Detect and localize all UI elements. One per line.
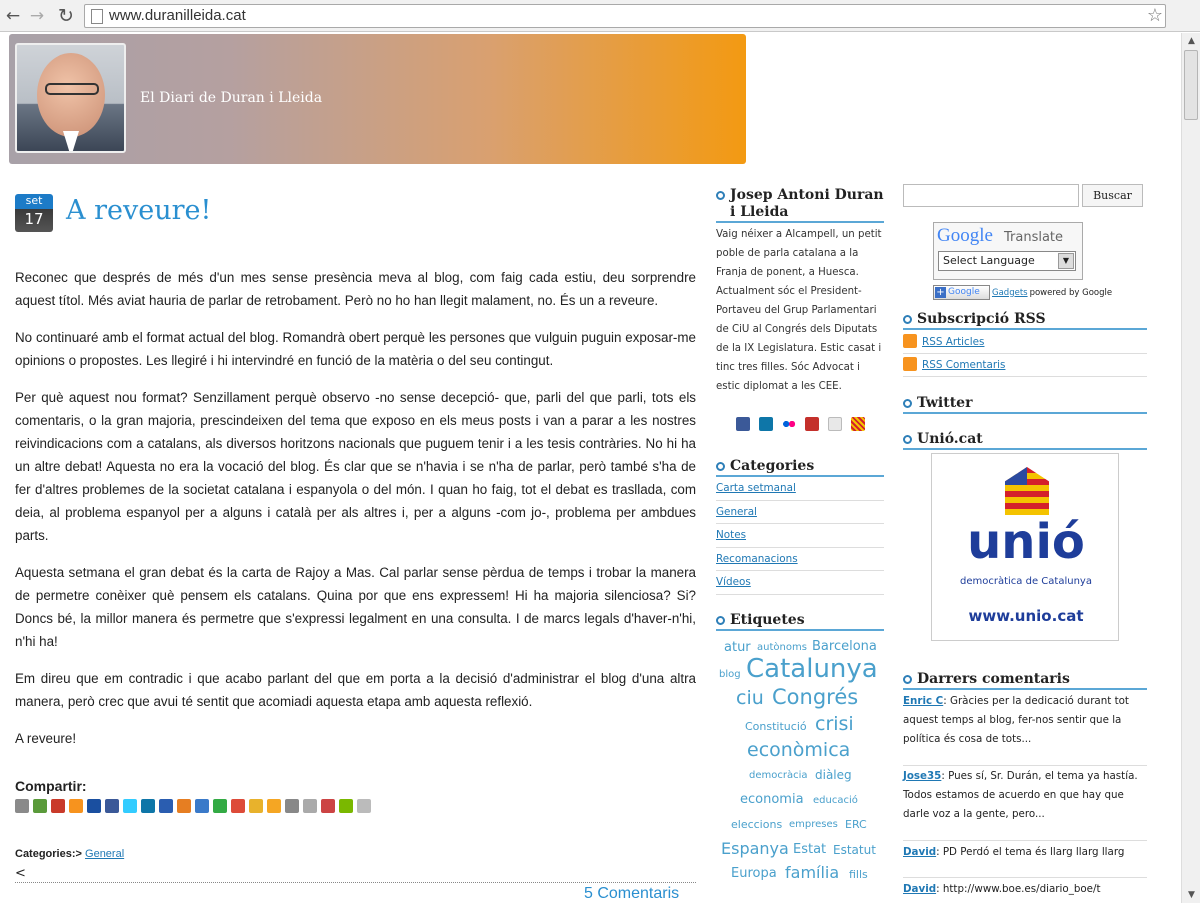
page-viewport <box>0 33 1181 903</box>
widget-bullet-icon <box>903 399 912 408</box>
comment-text: : PD Perdó el tema és llarg llarg llarg <box>936 846 1125 858</box>
bio-text: Vaig néixer a Alcampell, un petit poble de parla catalana a la Franja de ponent, a Huesca. Actualment sóc el President-Portaveu del Grup Parlamentari de CiU al Congrés dels Diputats de la IX Legislatura. Estic casat i tinc tres filles. Sóc Advocat i estic diplomat a les CEE. <box>716 229 882 392</box>
digg-share-icon[interactable] <box>339 799 353 813</box>
youtube-icon[interactable] <box>805 417 819 431</box>
unio-banner[interactable] <box>931 453 1119 641</box>
tag-link[interactable]: Espanya <box>721 839 789 858</box>
scrollbar-thumb[interactable] <box>1184 50 1198 120</box>
category-link[interactable]: Recomanacions <box>716 552 798 565</box>
tag-link[interactable]: Barcelona <box>812 639 877 654</box>
recent-comment <box>903 880 1147 899</box>
comment-separator <box>903 840 1147 841</box>
comment-author-link[interactable]: David <box>903 846 937 858</box>
widget-bullet-icon <box>716 462 725 471</box>
download-share-icon[interactable] <box>267 799 281 813</box>
tag-link[interactable]: Catalunya <box>746 654 878 684</box>
post-paragraph: Aquesta setmana el gran debat és la carta de Rajoy a Mas. Cal parlar sense pèrdua de temps i trobar la manera de permetre conèixer què pensem els catalans. Quina por que ens expressem! Hi ha majoria silenciosa? Si? Doncs bé, la millor manera és permetre que s'expressi legalment en una consulta. I de marcs legals d'haver-n'hi, n'hi ha! <box>15 565 696 649</box>
portrait-shirt <box>63 131 79 153</box>
comments-link[interactable]: 5 Comentaris <box>584 885 680 902</box>
scroll-down-arrow-icon[interactable]: ▼ <box>1188 890 1195 900</box>
comments-title-text: Darrers comentaris <box>917 671 1070 687</box>
blogger-share-icon[interactable] <box>177 799 191 813</box>
share-label: Compartir: <box>15 778 87 794</box>
tag-link[interactable]: Europa <box>731 866 777 881</box>
recent-comment <box>903 767 1147 824</box>
tags-title-text: Etiquetes <box>730 612 805 628</box>
category-item <box>716 571 884 595</box>
tag-link[interactable]: blog <box>719 669 741 680</box>
facebook-icon[interactable] <box>736 417 750 431</box>
tag-link[interactable]: Congrés <box>772 685 859 709</box>
newsvine-share-icon[interactable] <box>285 799 299 813</box>
post-paragraph: No continuaré amb el format actual del blog. Romandrà obert perquè les persones que vulguin puguin exposar-me opinions o propostes. Les llegiré i hi intervindré en funció de la matèria o del seu contingut. <box>15 330 696 368</box>
unio-subtitle: democràtica de Catalunya <box>960 576 1092 587</box>
google-gadgets-button[interactable]: + Google <box>933 285 990 300</box>
post-date-day: 17 <box>24 210 44 228</box>
catalan-flag-icon[interactable] <box>851 417 865 431</box>
post-paragraph: Reconec que després de més d'un mes sense presència meva al blog, com faig cada estiu, deu sorprendre aquest títol. Més aviat hauria de parlar de retrobament. Però no ho han llegit malament, no. És un a reveure. <box>15 270 696 308</box>
google-translate-widget <box>933 222 1083 280</box>
forward-arrow-icon[interactable]: → <box>29 6 45 26</box>
google-logo-text: Google <box>937 225 993 246</box>
search-input[interactable] <box>903 184 1079 207</box>
twitter-title-text: Twitter <box>917 395 973 411</box>
bookmark-star-icon[interactable]: ☆ <box>1146 5 1163 26</box>
post-paragraph: Per què aquest nou format? Senzillament perquè observo -no sense decepció- que, parli del que parli, tots els comentaris, o la gran majoria, prescindeixen del tema que exposo en els meus posts i van a parar a les nostres reivindicacions com a catalans, als diversos horitzons nacionals que puguem tenir i a les tesis contràries. No hi ha un altre debat! Aquesta no era la vocació del blog. És clar que se n'havia i se n'ha de parlar, però també s'ha de fer d'altres problemes de la societat catalana i espanyola o del món. I quan ho faig, tot el debat es trasllada, com deia, al problema espanyol per a alguns i català per als altres i, per a alguns -com jo-, problema per ambdues parts. <box>15 390 696 543</box>
ciu-icon[interactable] <box>828 417 842 431</box>
rss-icon[interactable] <box>903 334 917 348</box>
twitter-share-icon[interactable] <box>123 799 137 813</box>
google-share-icon[interactable] <box>231 799 245 813</box>
scroll-up-arrow-icon[interactable]: ▲ <box>1188 36 1195 46</box>
tag-link[interactable]: diàleg <box>815 768 852 782</box>
comment-text: : Pues sí, Sr. Durán, el tema ya hastía. Todos estamos de acuerdo en que hay que darle voz a la gente, pero... <box>903 770 1138 820</box>
bio-title-text: Josep Antoni Duran i Lleida <box>730 187 884 220</box>
rss-widget-title <box>903 311 1147 330</box>
post-categories <box>15 848 124 860</box>
language-select-value: Select Language <box>943 254 1035 267</box>
powered-by-text: powered by Google <box>1029 287 1113 298</box>
categories-widget-title <box>716 458 884 477</box>
comments-widget-title <box>903 671 1147 690</box>
tag-cloud <box>716 633 886 903</box>
print-share-icon[interactable] <box>33 799 47 813</box>
category-link[interactable]: Notes <box>716 529 747 541</box>
widget-bullet-icon <box>903 315 912 324</box>
category-item <box>716 548 884 572</box>
powered-by-google <box>933 285 1112 300</box>
recent-comment <box>903 843 1147 862</box>
category-item <box>716 501 884 525</box>
comment-separator <box>903 765 1147 766</box>
tag-link[interactable]: economia <box>740 792 804 807</box>
category-link[interactable]: Carta setmanal <box>716 482 796 494</box>
comment-text: : Gràcies per la dedicació durant tot aquest temps al blog, fer-nos sentir que la política és cosa de tots... <box>903 695 1129 745</box>
rss-icon[interactable] <box>903 357 917 371</box>
reload-icon[interactable]: ↻ <box>58 5 74 27</box>
lt-char: < <box>15 866 26 881</box>
tag-link[interactable]: democràcia <box>749 770 808 781</box>
flickr-icon[interactable] <box>782 417 796 431</box>
unio-url: www.unio.cat <box>968 607 1084 625</box>
category-item <box>716 477 884 501</box>
bitacoras-share-icon[interactable] <box>159 799 173 813</box>
tag-link[interactable]: empreses <box>789 819 838 830</box>
gadgets-link[interactable]: Gadgets <box>992 287 1028 298</box>
post-separator <box>15 882 696 883</box>
recent-comment <box>903 692 1147 749</box>
unio-title-text: Unió.cat <box>917 431 983 447</box>
language-select[interactable] <box>938 251 1076 271</box>
share-icons <box>15 799 371 813</box>
stumbleupon-share-icon[interactable] <box>321 799 335 813</box>
tag-link[interactable]: educació <box>813 795 858 806</box>
category-link[interactable]: General <box>716 505 757 518</box>
blog-banner[interactable] <box>9 34 746 164</box>
categories-list <box>716 477 884 595</box>
comment-text: : http://www.boe.es/diario_boe/t <box>936 883 1101 895</box>
tag-link[interactable]: crisi <box>815 713 854 735</box>
rss-title-text: Subscripció RSS <box>917 311 1046 327</box>
bio-widget-title <box>716 187 884 223</box>
browser-toolbar <box>0 0 1200 32</box>
more-share-icon[interactable] <box>357 799 371 813</box>
rss-item <box>903 354 1147 377</box>
pdf-share-icon[interactable] <box>51 799 65 813</box>
linkedin-icon[interactable] <box>759 417 773 431</box>
tags-widget-title <box>716 612 884 631</box>
portrait-head <box>37 53 105 137</box>
comment-author-link[interactable]: David <box>903 883 937 895</box>
page-icon <box>91 9 103 24</box>
back-arrow-icon[interactable]: ← <box>5 6 21 26</box>
yahoo-share-icon[interactable] <box>249 799 263 813</box>
tag-link[interactable]: autònoms <box>757 642 807 653</box>
post-category-link[interactable]: General <box>85 848 125 860</box>
post-paragraph: Em direu que em contradic i que acabo parlant del que em porta a la decisió d'administrar el blog d'una altra manera, però crec que avui té sentit que acomiadi aquesta etapa amb aquesta reflexió. <box>15 671 696 709</box>
facebook-share-icon[interactable] <box>105 799 119 813</box>
category-link[interactable]: Vídeos <box>716 576 751 588</box>
unio-widget-title <box>903 431 1147 450</box>
tag-link[interactable]: fills <box>849 868 868 881</box>
translate-word: Translate <box>1004 230 1064 245</box>
portrait-glasses <box>45 83 99 95</box>
author-photo <box>15 43 126 153</box>
comment-separator <box>903 877 1147 878</box>
linkedin-share-icon[interactable] <box>141 799 155 813</box>
widget-bullet-icon <box>903 675 912 684</box>
url-text[interactable]: www.duranilleida.cat <box>109 7 246 24</box>
widget-bullet-icon <box>716 616 725 625</box>
tag-link[interactable]: Constitució <box>745 720 807 733</box>
widget-bullet-icon <box>903 435 912 444</box>
unio-logo-text: unió <box>967 514 1085 570</box>
category-item <box>716 524 884 548</box>
twitter-widget-title <box>903 395 1147 414</box>
comment-author-link[interactable]: Enric C <box>903 695 944 707</box>
tag-link[interactable]: ERC <box>845 818 867 831</box>
blog-title[interactable]: El Diari de Duran i Lleida <box>140 90 323 106</box>
post-paragraph: A reveure! <box>15 731 77 746</box>
unio-flag-icon <box>1005 467 1049 515</box>
tag-link[interactable]: Estat <box>793 842 827 857</box>
post-date-month: set <box>25 194 43 207</box>
comment-author-link[interactable]: Jose35 <box>903 770 942 782</box>
address-bar[interactable] <box>84 4 1166 28</box>
chevron-down-icon[interactable]: ▼ <box>1058 253 1074 269</box>
tag-link[interactable]: Estatut <box>833 843 876 857</box>
tag-link[interactable]: atur <box>724 640 751 655</box>
rss-share-icon[interactable] <box>69 799 83 813</box>
delicious-share-icon[interactable] <box>87 799 101 813</box>
widget-bullet-icon <box>716 191 725 200</box>
tag-link[interactable]: ciu <box>736 687 764 709</box>
post-categories-label: Categories:> <box>15 848 82 860</box>
post-date-badge <box>15 194 53 232</box>
google-logo <box>937 225 993 247</box>
rss-item <box>903 331 1147 354</box>
categories-title-text: Categories <box>730 458 815 474</box>
rss-comments-link[interactable]: RSS Comentaris <box>922 359 1006 371</box>
post-body <box>15 266 696 764</box>
tag-link[interactable]: eleccions <box>731 818 783 831</box>
reddit-share-icon[interactable] <box>303 799 317 813</box>
windows-live-share-icon[interactable] <box>195 799 209 813</box>
vertical-scrollbar[interactable] <box>1181 33 1200 903</box>
post-title[interactable]: A reveure! <box>66 195 212 226</box>
tag-link[interactable]: família <box>785 863 840 882</box>
tag-link[interactable]: econòmica <box>747 739 851 761</box>
meneame-share-icon[interactable] <box>213 799 227 813</box>
social-icons <box>736 417 865 431</box>
rss-articles-link[interactable]: RSS Articles <box>922 336 985 348</box>
search-button[interactable]: Buscar <box>1082 184 1143 207</box>
email-share-icon[interactable] <box>15 799 29 813</box>
